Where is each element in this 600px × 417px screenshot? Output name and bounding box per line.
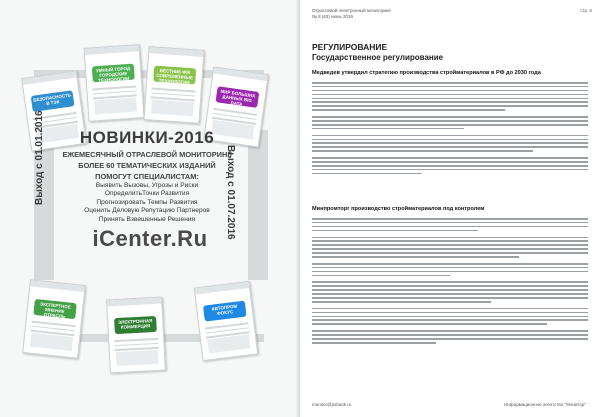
publication-name: Отраслевой электронный мониторинг (312, 8, 392, 13)
release-label-right: Выход с 01.07.2016 (225, 145, 236, 240)
cover-7 (194, 281, 259, 361)
running-header (312, 8, 391, 20)
article-1-title: Медведев утвердил стратегию производства стройматериалов в РФ до 2030 года (312, 70, 541, 76)
section-subtitle: Государственное регулирование (312, 53, 444, 62)
article-page (300, 0, 600, 417)
advert-headline: НОВИНКИ-2016 (79, 128, 215, 147)
cover-2-title: УМНЫЙ ГОРОД ГОРОДСКИЕ ТЕХНОЛОГИИ (92, 64, 135, 83)
cover-3 (143, 46, 204, 124)
advert-subtitle-1: ЕЖЕМЕСЯЧНЫЙ ОТРАСЛЕВОЙ МОНИТОРИНГ (62, 150, 232, 159)
article-2-body (312, 218, 588, 346)
cover-5 (22, 279, 85, 358)
cover-6 (106, 297, 166, 374)
advert-subtitle-2: БОЛЕЕ 60 ТЕМАТИЧЕСКИХ ИЗДАНИЙ (78, 161, 216, 170)
advert-text (52, 128, 242, 224)
cover-7-title: АВТОПРОМ ФОКУС (203, 301, 247, 322)
page-number: стр. 5 (580, 8, 592, 13)
article-1-body (312, 82, 588, 177)
cover-5-title: ЭКСПЕРТНОЕ МНЕНИЕ ОТРАСЛЬ (33, 299, 76, 319)
release-label-left: Выход с 01.01.2016 (34, 110, 45, 205)
section-title: РЕГУЛИРОВАНИЕ (312, 42, 388, 52)
benefit-item: Оценить Деловую Репутацию Партнеров (84, 207, 210, 215)
benefit-item: ОпределитьТочки Развития (104, 190, 190, 198)
cover-3-title: ВЕСТНИК ФЖ СОВРЕМЕННЫЕ ТЕХНОЛОГИИ (153, 66, 196, 85)
footer-email[interactable]: monitor@psbank.ru (312, 402, 352, 407)
benefit-item: Выявить Вызовы, Угрозы и Риски (95, 182, 199, 189)
cover-4-title: МИР БОЛЬШИХ ДАННЫХ BIG DATA (215, 86, 259, 108)
arrow-right (248, 130, 268, 280)
cover-2 (83, 44, 144, 122)
cover-1-title: БЕЗОПАСНОСТЬ В ТЭК (31, 90, 75, 112)
advert-subtitle-3: ПОМОГУТ СПЕЦИАЛИСТАМ: (95, 172, 199, 181)
article-2-title: Минпромторг производство стройматериалов под контролем (312, 206, 485, 212)
cover-6-title: ЭЛЕКТРОННАЯ КОММЕРЦИЯ (114, 316, 157, 334)
footer-publisher: Информационное агентство "Монитор" (504, 402, 586, 407)
issue-number: № 8 (63) июнь 2016 (312, 14, 354, 19)
advert-benefits (52, 182, 242, 224)
benefit-item: Прогнозировать Темпы Развития (96, 198, 198, 206)
advert-site-link[interactable]: iCenter.Ru (92, 226, 208, 251)
benefit-item: Принять Взвешенные Решения (98, 215, 196, 223)
